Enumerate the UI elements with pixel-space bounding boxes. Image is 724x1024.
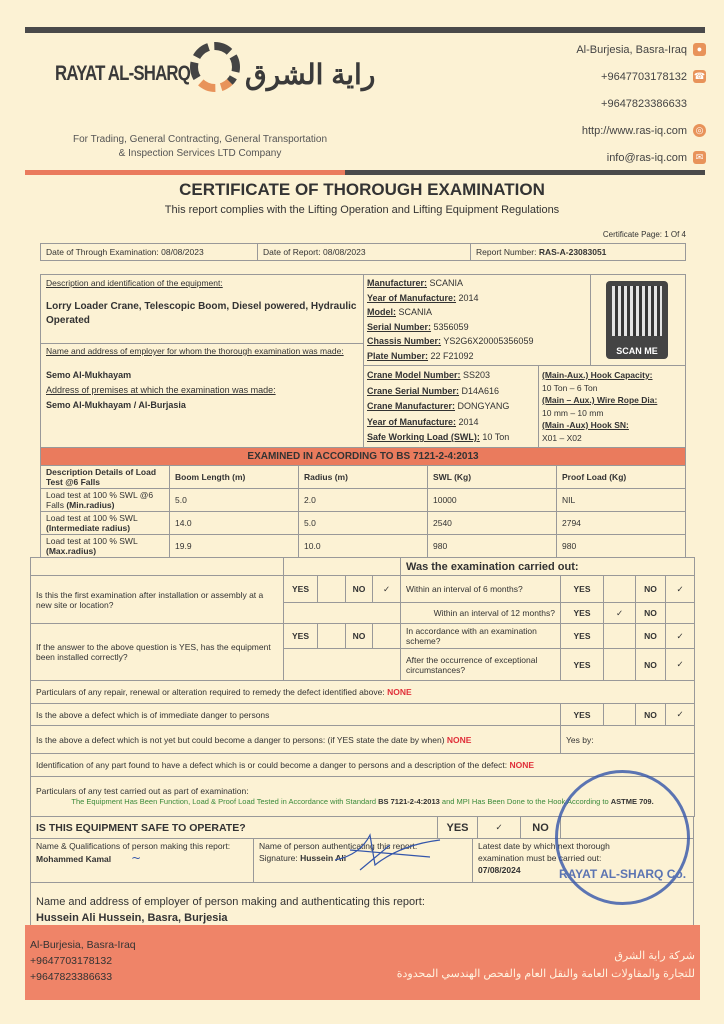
divider-dark: [345, 170, 705, 175]
report-number-label: Report Number:: [476, 247, 539, 257]
logo-english: RAYAT AL-SHARQ: [55, 62, 191, 85]
contact-text: Al-Burjesia, Basra-Iraq: [576, 43, 687, 56]
no-box[interactable]: [561, 817, 694, 839]
table-row: [41, 535, 686, 558]
desc-text: Load test at 100 % SWL @6 Falls: [46, 490, 154, 510]
blank-cell: [284, 603, 401, 624]
future-danger-row: [31, 726, 561, 754]
footer-arabic-desc: للتجارة والمقاولات العامة والنقل العام والفحص الهندسي المحدودة: [396, 968, 695, 980]
field-value: 2014: [456, 292, 479, 303]
crane-serial: [367, 384, 509, 400]
divider: [363, 274, 364, 448]
location-pin-icon: ●: [693, 43, 706, 56]
col-header: Radius (m): [299, 466, 428, 489]
safe-question: IS THIS EQUIPMENT SAFE TO OPERATE?: [31, 817, 438, 839]
next-exam-cell: [473, 839, 694, 883]
contact-website[interactable]: [576, 117, 706, 144]
crane-fields: [367, 368, 509, 446]
cell-desc: [41, 489, 170, 512]
tests-text-2: and MPI Has Been Done to the Hook According to: [439, 797, 611, 806]
no-label: NO: [636, 603, 666, 624]
mail-icon: ✉: [693, 151, 706, 164]
no-box[interactable]: [373, 624, 401, 649]
tests-label: Particulars of any test carried out as part of examination:: [36, 786, 249, 796]
immediate-danger-question: Is the above a defect which is of immediate danger to persons: [31, 704, 561, 726]
footer: [25, 925, 700, 1000]
field-manufacturer: [367, 276, 533, 291]
qr-label: SCAN ME: [616, 346, 658, 356]
footer-contacts: [30, 937, 136, 985]
divider-orange: [25, 170, 345, 175]
desc-bold: (Min.radius): [66, 500, 115, 510]
yes-checkbox-checked[interactable]: ✓: [604, 603, 636, 624]
spacer-icon: [693, 97, 706, 110]
repair-label: Particulars of any repair, renewal or alteration required to remedy the defect identified above:: [36, 687, 388, 697]
hook-sn-label: (Main -Aux) Hook SN:: [542, 420, 629, 430]
col-header: Description Details of Load Test @6 Falls: [41, 466, 170, 489]
phone-icon: ☎: [693, 71, 706, 81]
contact-text: +9647823386633: [601, 97, 687, 110]
field-label: Crane Serial Number:: [367, 385, 460, 396]
footer-arabic: [397, 947, 695, 983]
auth-label: Name of person authenticating this report:: [259, 841, 418, 851]
authenticator-signature: [330, 815, 450, 875]
interval-12-months: Within an interval of 12 months?: [401, 603, 561, 624]
report-employer-label: Name and address of employer of person making and authenticating this report:: [36, 896, 425, 908]
email-link[interactable]: info@ras-iq.com: [606, 151, 687, 164]
col-header: SWL (Kg): [428, 466, 557, 489]
repair-value: NONE: [387, 687, 412, 697]
interval-6-months: Within an interval of 6 months?: [401, 576, 561, 603]
yes-box[interactable]: [604, 576, 636, 603]
cell-proof: NIL: [557, 489, 686, 512]
contact-list: [576, 36, 706, 171]
auth-sig-label: Signature:: [259, 853, 301, 863]
desc-text: Load test at 100 % SWL: [46, 513, 138, 523]
logo-gear-icon: [190, 42, 240, 92]
cell-radius: 2.0: [299, 489, 428, 512]
carried-out-header: Was the examination carried out:: [401, 558, 695, 576]
footer-phone-2: +9647823386633: [30, 971, 113, 983]
divider: [363, 365, 686, 366]
field-label: Crane Manufacturer:: [367, 401, 456, 411]
field-label: Crane Model Number:: [367, 370, 461, 380]
identification-value: NONE: [509, 760, 535, 770]
contact-text: +9647703178132: [601, 70, 687, 83]
no-label: NO: [346, 624, 373, 649]
no-checkbox-checked[interactable]: ✓: [373, 576, 401, 603]
field-year: [367, 291, 533, 306]
no-label: NO: [636, 649, 666, 681]
field-value: 5356059: [431, 321, 469, 332]
field-plate: [367, 349, 533, 364]
crane-manufacturer: [367, 399, 509, 415]
hook-sn-value: X01 – X02: [542, 432, 582, 443]
blank-cell: [284, 558, 401, 576]
questions-table: [30, 557, 695, 817]
next-exam-label: Latest date by which next thorough examination must be carried out:: [478, 841, 610, 863]
contact-phone-2: [576, 90, 706, 117]
cell-boom: 5.0: [170, 489, 299, 512]
identification-row: [31, 754, 695, 777]
no-checkbox-checked[interactable]: ✓: [666, 624, 695, 649]
report-employer: Hussein Ali Hussein, Basra, Burjesia: [36, 912, 228, 924]
question-installed-correctly: If the answer to the above question is YES, has the equipment been installed correctly?: [31, 624, 284, 681]
field-value: 10 Ton: [479, 432, 510, 442]
cell-proof: 2794: [557, 512, 686, 535]
yes-label: YES: [561, 624, 604, 649]
tests-standard-2: ASTME 709.: [610, 797, 654, 806]
field-model: [367, 305, 533, 320]
field-value: SS203: [460, 370, 491, 380]
maker-name: Mohammed Kamal: [36, 854, 112, 864]
crane-model: [367, 368, 509, 384]
top-bar: [25, 27, 705, 33]
logo-arabic: راية الشرق: [245, 59, 376, 90]
field-chassis: [367, 334, 533, 349]
yes-box[interactable]: [318, 576, 346, 603]
desc-bold: (Max.radius): [46, 546, 97, 556]
footer-address: Al-Burjesia, Basra-Iraq: [30, 939, 136, 951]
no-label: NO: [521, 817, 561, 839]
globe-icon: ◎: [693, 124, 706, 137]
equipment-desc: Lorry Loader Crane, Telescopic Boom, Diesel powered, Hydraulic Operated: [46, 301, 357, 326]
future-danger-question: Is the above a defect which is not yet but could become a danger to persons: (if YES state the date by when): [36, 734, 447, 745]
tests-text-1: The Equipment Has Been Function, Load & Proof Load Tested in Accordance with Standard: [71, 797, 379, 806]
identification-label: Identification of any part found to have a defect which is or could become a danger to persons and a description of the defect:: [36, 760, 510, 770]
premises-value: Semo Al-Mukhayam / Al-Burjasia: [46, 400, 186, 410]
col-header: Proof Load (Kg): [557, 466, 686, 489]
wire-rope-label: (Main – Aux.) Wire Rope Dia:: [542, 395, 658, 405]
field-label: Safe Working Load (SWL):: [367, 432, 480, 442]
yes-box[interactable]: [604, 649, 636, 681]
crane-swl: [367, 430, 509, 446]
exam-date: Date of Through Examination: 08/08/2023: [41, 244, 258, 261]
desc-text: Load test at 100 % SWL: [46, 536, 138, 546]
footer-arabic-name: شركة راية الشرق: [614, 950, 695, 962]
report-number: [471, 244, 686, 261]
field-label: Year of Manufacture:: [367, 416, 457, 427]
tests-text: [36, 796, 689, 807]
field-label: Serial Number:: [367, 321, 432, 332]
load-test-table: [40, 447, 686, 558]
interval-exceptional: After the occurrence of exceptional circumstances?: [401, 649, 561, 681]
repair-row: [31, 681, 695, 704]
divider: [40, 343, 363, 344]
tagline: [50, 133, 350, 161]
tests-standard: BS 7121-2-4:2013: [378, 797, 440, 806]
no-label: NO: [636, 624, 666, 649]
yes-label: YES: [561, 704, 604, 726]
crane-year: [367, 415, 509, 431]
report-date: Date of Report: 08/08/2023: [258, 244, 471, 261]
field-value: 2014: [456, 416, 479, 427]
qr-pattern: [612, 286, 662, 336]
cell-swl: 980: [428, 535, 557, 558]
divider: [590, 274, 591, 365]
equipment-desc-label: Description and identification of the equipment:: [46, 278, 223, 288]
yes-by-field: Yes by:: [561, 726, 695, 754]
dates-table: [40, 243, 686, 261]
interval-scheme: In accordance with an examination scheme?: [401, 624, 561, 649]
employer-label: Name and address of employer for whom the thorough examination was made:: [46, 346, 344, 356]
yes-box[interactable]: [318, 624, 346, 649]
field-label: Chassis Number:: [367, 336, 442, 346]
cell-proof: 980: [557, 535, 686, 558]
yes-label: YES: [284, 576, 318, 603]
field-serial: [367, 320, 533, 335]
yes-box[interactable]: [604, 624, 636, 649]
field-label: Manufacturer:: [367, 278, 428, 288]
yes-label: YES: [561, 649, 604, 681]
no-checkbox-checked[interactable]: ✓: [666, 576, 695, 603]
cell-radius: 5.0: [299, 512, 428, 535]
cell-swl: 2540: [428, 512, 557, 535]
tests-row: [31, 777, 695, 817]
yes-label: YES: [284, 624, 318, 649]
cell-radius: 10.0: [299, 535, 428, 558]
footer-phone-1: +9647703178132: [30, 955, 113, 967]
standard-banner: EXAMINED IN ACCORDING TO BS 7121-2-4:2013: [41, 448, 686, 466]
table-row: [41, 489, 686, 512]
cell-desc: [41, 512, 170, 535]
field-label: Model:: [367, 307, 396, 317]
maker-label: Name & Qualifications of person making this report:: [36, 841, 231, 851]
contact-phone-1: [576, 63, 706, 90]
contact-address: [576, 36, 706, 63]
yes-checkbox-checked[interactable]: ✓: [478, 817, 521, 839]
maker-cell: [31, 839, 254, 883]
field-label: Year of Manufacture:: [367, 292, 457, 303]
hook-capacity-value: 10 Ton – 6 Ton: [542, 382, 598, 393]
yes-box[interactable]: [604, 704, 636, 726]
certificate-subtitle: This report complies with the Lifting Operation and Lifting Equipment Regulations: [164, 204, 560, 216]
no-checkbox-checked[interactable]: ✓: [666, 649, 695, 681]
cell-boom: 19.9: [170, 535, 299, 558]
equipment-fields: [367, 276, 533, 363]
field-value: YS2G6X20005356059: [441, 336, 534, 346]
cell-swl: 10000: [428, 489, 557, 512]
field-value: SCANIA: [427, 278, 464, 288]
next-exam-date: 07/08/2024: [478, 865, 521, 875]
desc-bold: (Intermediate radius): [46, 523, 131, 533]
field-value: 22 F21092: [428, 350, 474, 361]
no-box[interactable]: [666, 603, 695, 624]
divider: [538, 365, 539, 448]
field-label: Plate Number:: [367, 350, 429, 361]
no-checkbox-checked[interactable]: ✓: [666, 704, 695, 726]
auth-name: Hussein Ali: [300, 853, 347, 863]
wire-rope-value: 10 mm – 10 mm: [542, 407, 604, 418]
maker-signature: ~: [131, 851, 142, 865]
contact-email[interactable]: [576, 144, 706, 171]
yes-label: YES: [438, 817, 478, 839]
blank-cell: [31, 558, 284, 576]
cell-boom: 14.0: [170, 512, 299, 535]
field-value: D14A616: [459, 385, 500, 396]
hook-capacity-label: (Main-Aux.) Hook Capacity:: [542, 370, 653, 380]
yes-label: YES: [561, 576, 604, 603]
website-link[interactable]: http://www.ras-iq.com: [581, 124, 687, 137]
no-label: NO: [636, 704, 666, 726]
field-value: DONGYANG: [455, 401, 510, 411]
tagline-line-1: For Trading, General Contracting, General Transportation: [72, 134, 328, 145]
certificate-page: Certificate Page: 1 Of 4: [602, 230, 686, 239]
hook-fields: [542, 369, 657, 444]
question-first-exam: Is this the first examination after installation or assembly at a new site or location?: [31, 576, 284, 624]
tagline-line-2: & Inspection Services LTD Company: [118, 148, 282, 159]
future-danger-value: NONE: [446, 734, 472, 745]
report-number-value: RAS-A-23083051: [538, 247, 607, 257]
certificate-title: CERTIFICATE OF THOROUGH EXAMINATION: [179, 180, 545, 199]
employer-name: Semo Al-Mukhayam: [46, 370, 132, 380]
field-value: SCANIA: [396, 307, 433, 317]
table-row: [41, 512, 686, 535]
cell-desc: [41, 535, 170, 558]
qr-code[interactable]: [606, 281, 668, 359]
blank-cell: [284, 649, 401, 681]
premises-label: Address of premises at which the examination was made:: [46, 385, 276, 395]
no-label: NO: [346, 576, 373, 603]
col-header: Boom Length (m): [170, 466, 299, 489]
stamp-text: RAYAT AL-SHARQ Co.: [558, 867, 687, 881]
no-label: NO: [636, 576, 666, 603]
yes-label: YES: [561, 603, 604, 624]
